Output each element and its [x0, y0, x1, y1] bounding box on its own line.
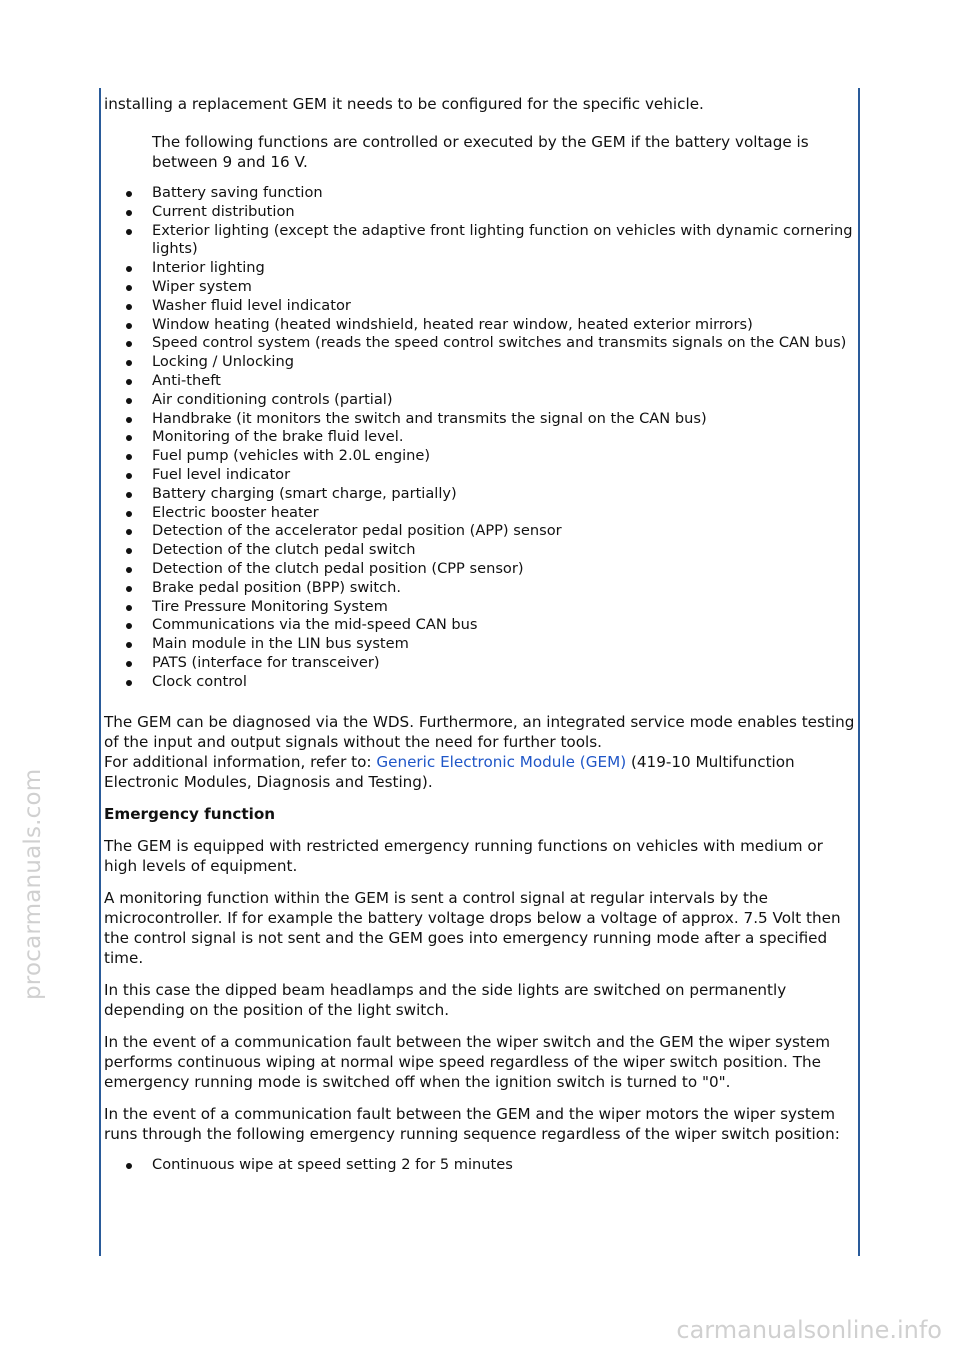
emergency-paragraph: In the event of a communication fault between the wiper switch and the GEM the wiper system performs continuous wiping at normal wipe speed regardless of the wiper switch position. The emergency running mode is switched off when the ignition switch is turned to "0".: [104, 1032, 830, 1091]
list-item: PATS (interface for transceiver): [152, 654, 856, 673]
list-item: Clock control: [152, 673, 856, 692]
list-item: Window heating (heated windshield, heated rear window, heated exterior mirrors): [152, 316, 856, 335]
list-item: Continuous wipe at speed setting 2 for 5 minutes: [152, 1156, 856, 1175]
list-item: Interior lighting: [152, 259, 856, 278]
list-item: Detection of the clutch pedal position (CPP sensor): [152, 560, 856, 579]
emergency-paragraph: In this case the dipped beam headlamps and the side lights are switched on permanently depending on the position of the light switch.: [104, 980, 787, 1019]
list-item: Wiper system: [152, 278, 856, 297]
list-item: Electric booster heater: [152, 504, 856, 523]
document-body: [104, 94, 856, 1174]
side-watermark: procarmanuals.com: [20, 768, 46, 1000]
list-item: Locking / Unlocking: [152, 353, 856, 372]
right-margin-rule: [858, 88, 860, 1256]
refer-suffix: (419-10 Multifunction Electronic Modules, Diagnosis and Testing).: [104, 752, 795, 791]
list-item: Current distribution: [152, 203, 856, 222]
functions-list: [104, 184, 856, 692]
emergency-heading: Emergency function: [104, 804, 276, 823]
list-item: Fuel pump (vehicles with 2.0L engine): [152, 447, 856, 466]
list-item: Battery saving function: [152, 184, 856, 203]
list-item: Main module in the LIN bus system: [152, 635, 856, 654]
emergency-paragraph: In the event of a communication fault between the GEM and the wiper motors the wiper system runs through the following emergency running sequence regardless of the wiper switch position:: [104, 1104, 840, 1143]
intro-continuation: installing a replacement GEM it needs to be configured for the specific vehicle.: [104, 95, 704, 113]
emergency-paragraph: A monitoring function within the GEM is sent a control signal at regular intervals by the microcontroller. If for example the battery voltage drops below a voltage of approx. 7.5 Volt then the control signal is not sent and the GEM goes into emergency running mode after a specified time.: [104, 888, 841, 967]
refer-prefix: For additional information, refer to:: [104, 752, 372, 771]
list-item: Speed control system (reads the speed control switches and transmits signals on the CAN bus): [152, 334, 856, 353]
bottom-watermark: carmanualsonline.info: [676, 1316, 942, 1344]
list-item: Handbrake (it monitors the switch and transmits the signal on the CAN bus): [152, 410, 856, 429]
emergency-paragraph: The GEM is equipped with restricted emergency running functions on vehicles with medium or high levels of equipment.: [104, 836, 823, 875]
list-item: Detection of the accelerator pedal position (APP) sensor: [152, 522, 856, 541]
list-item: Anti-theft: [152, 372, 856, 391]
gem-reference-link[interactable]: Generic Electronic Module (GEM): [376, 752, 627, 771]
diagnosis-text: The GEM can be diagnosed via the WDS. Furthermore, an integrated service mode enables testing of the input and output signals without the need for further tools.: [104, 712, 855, 751]
left-margin-rule: [99, 88, 101, 1256]
list-item: Exterior lighting (except the adaptive front lighting function on vehicles with dynamic cornering lights): [152, 222, 856, 260]
list-item: Tire Pressure Monitoring System: [152, 598, 856, 617]
list-item: Communications via the mid-speed CAN bus: [152, 616, 856, 635]
list-item: Air conditioning controls (partial): [152, 391, 856, 410]
list-item: Washer fluid level indicator: [152, 297, 856, 316]
list-item: Brake pedal position (BPP) switch.: [152, 579, 856, 598]
functions-intro: The following functions are controlled or executed by the GEM if the battery voltage is between 9 and 16 V.: [152, 133, 809, 171]
diagnosis-paragraph: [104, 712, 856, 792]
emergency-sequence-list: [104, 1156, 856, 1175]
list-item: Battery charging (smart charge, partially): [152, 485, 856, 504]
list-item: Detection of the clutch pedal switch: [152, 541, 856, 560]
list-item: Monitoring of the brake fluid level.: [152, 428, 856, 447]
list-item: Fuel level indicator: [152, 466, 856, 485]
